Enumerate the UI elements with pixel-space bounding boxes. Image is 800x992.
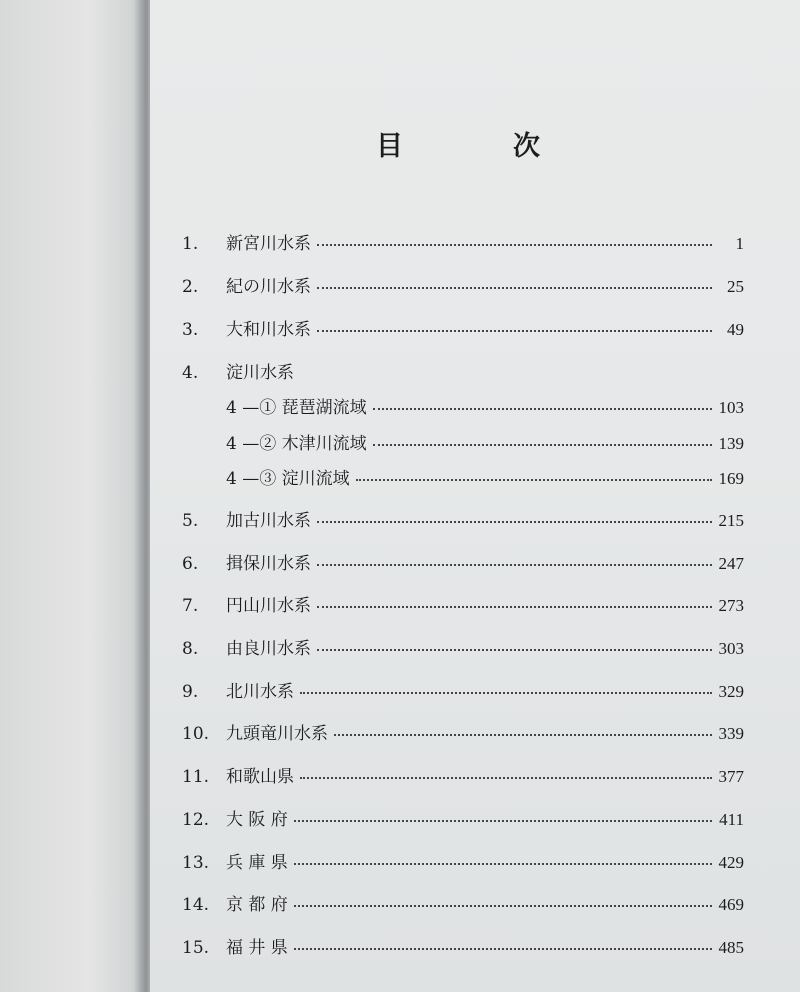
leader-dots	[356, 478, 712, 481]
entry-page: 1	[735, 234, 744, 253]
entry-title: 加古川水系	[226, 511, 311, 531]
toc-entry[interactable]	[182, 672, 744, 702]
entry-number: 7.	[182, 596, 199, 616]
leader-dots	[294, 819, 712, 822]
entry-page: 273	[718, 596, 744, 615]
toc-subentry[interactable]	[182, 424, 744, 454]
entry-page: 411	[719, 810, 744, 829]
entry-number: 9.	[182, 682, 199, 702]
entry-title: 大 阪 府	[226, 810, 288, 830]
entry-page: 303	[718, 639, 744, 658]
leader-dots	[317, 520, 712, 523]
entry-page: 103	[718, 398, 744, 417]
toc-entry[interactable]	[182, 310, 744, 340]
entry-number: 6.	[182, 554, 199, 574]
toc-entry[interactable]	[182, 544, 744, 574]
leader-dots	[317, 243, 712, 246]
entry-page: 329	[718, 682, 744, 701]
toc-entry[interactable]	[182, 224, 744, 254]
entry-title: 4 —① 琵琶湖流域	[226, 398, 367, 418]
entry-number: 11.	[182, 767, 210, 787]
toc-entry[interactable]	[182, 843, 744, 873]
entry-number: 2.	[182, 277, 199, 297]
leader-dots	[317, 286, 712, 289]
entry-title: 北川水系	[226, 682, 294, 702]
entry-title: 兵 庫 県	[226, 853, 288, 873]
leader-dots	[334, 733, 712, 736]
entry-page: 377	[718, 767, 744, 786]
entry-title: 新宮川水系	[226, 234, 311, 254]
toc-entry[interactable]	[182, 586, 744, 616]
leader-dots	[294, 904, 712, 907]
leader-dots	[317, 563, 712, 566]
toc-entry[interactable]	[182, 629, 744, 659]
toc-entry[interactable]	[182, 885, 744, 915]
leader-dots	[373, 443, 712, 446]
entry-page: 247	[718, 554, 744, 573]
leader-dots	[294, 862, 712, 865]
title-char-1: 目	[376, 131, 403, 162]
entry-title: 京 都 府	[226, 895, 288, 915]
entry-number: 14.	[182, 895, 210, 915]
page-title	[228, 124, 578, 163]
entry-page: 169	[718, 469, 744, 488]
toc-entry[interactable]	[182, 928, 744, 958]
entry-number: 13.	[182, 853, 210, 873]
toc-entry[interactable]	[182, 714, 744, 744]
leader-dots	[300, 691, 712, 694]
entry-title: 九頭竜川水系	[226, 724, 328, 744]
entry-number: 3.	[182, 320, 199, 340]
toc-entry[interactable]	[182, 757, 744, 787]
leader-dots	[373, 407, 712, 410]
entry-title: 由良川水系	[226, 639, 311, 659]
entry-title: 4 —③ 淀川流域	[226, 469, 350, 489]
toc-subentry[interactable]	[182, 459, 744, 489]
entry-page: 429	[718, 853, 744, 872]
toc-subentry[interactable]	[182, 388, 744, 418]
leader-dots	[317, 648, 712, 651]
entry-page: 339	[718, 724, 744, 743]
entry-number: 8.	[182, 639, 199, 659]
toc-entry[interactable]	[182, 267, 744, 297]
leader-dots	[317, 605, 712, 608]
entry-page: 469	[718, 895, 744, 914]
entry-number: 15.	[182, 938, 210, 958]
toc-entry[interactable]	[182, 501, 744, 531]
entry-title: 福 井 県	[226, 938, 288, 958]
entry-page: 25	[727, 277, 744, 296]
entry-page: 215	[718, 511, 744, 530]
left-page	[0, 0, 148, 992]
entry-page: 485	[718, 938, 744, 957]
entry-title: 淀川水系	[226, 363, 294, 383]
entry-page: 139	[718, 434, 744, 453]
leader-dots	[300, 776, 712, 779]
entry-number: 4.	[182, 363, 199, 383]
entry-title: 和歌山県	[226, 767, 294, 787]
toc-entry[interactable]	[182, 800, 744, 830]
leader-dots	[317, 329, 712, 332]
entry-number: 10.	[182, 724, 210, 744]
entry-title: 円山川水系	[226, 596, 311, 616]
entry-page: 49	[727, 320, 744, 339]
entry-title: 4 —② 木津川流域	[226, 434, 367, 454]
entry-number: 5.	[182, 511, 199, 531]
entry-title: 揖保川水系	[226, 554, 311, 574]
leader-dots	[294, 947, 712, 950]
entry-title: 大和川水系	[226, 320, 311, 340]
title-char-2: 次	[513, 131, 540, 162]
entry-number: 1.	[182, 234, 199, 254]
entry-title: 紀の川水系	[226, 277, 311, 297]
toc-entry[interactable]	[182, 353, 744, 383]
entry-number: 12.	[182, 810, 210, 830]
